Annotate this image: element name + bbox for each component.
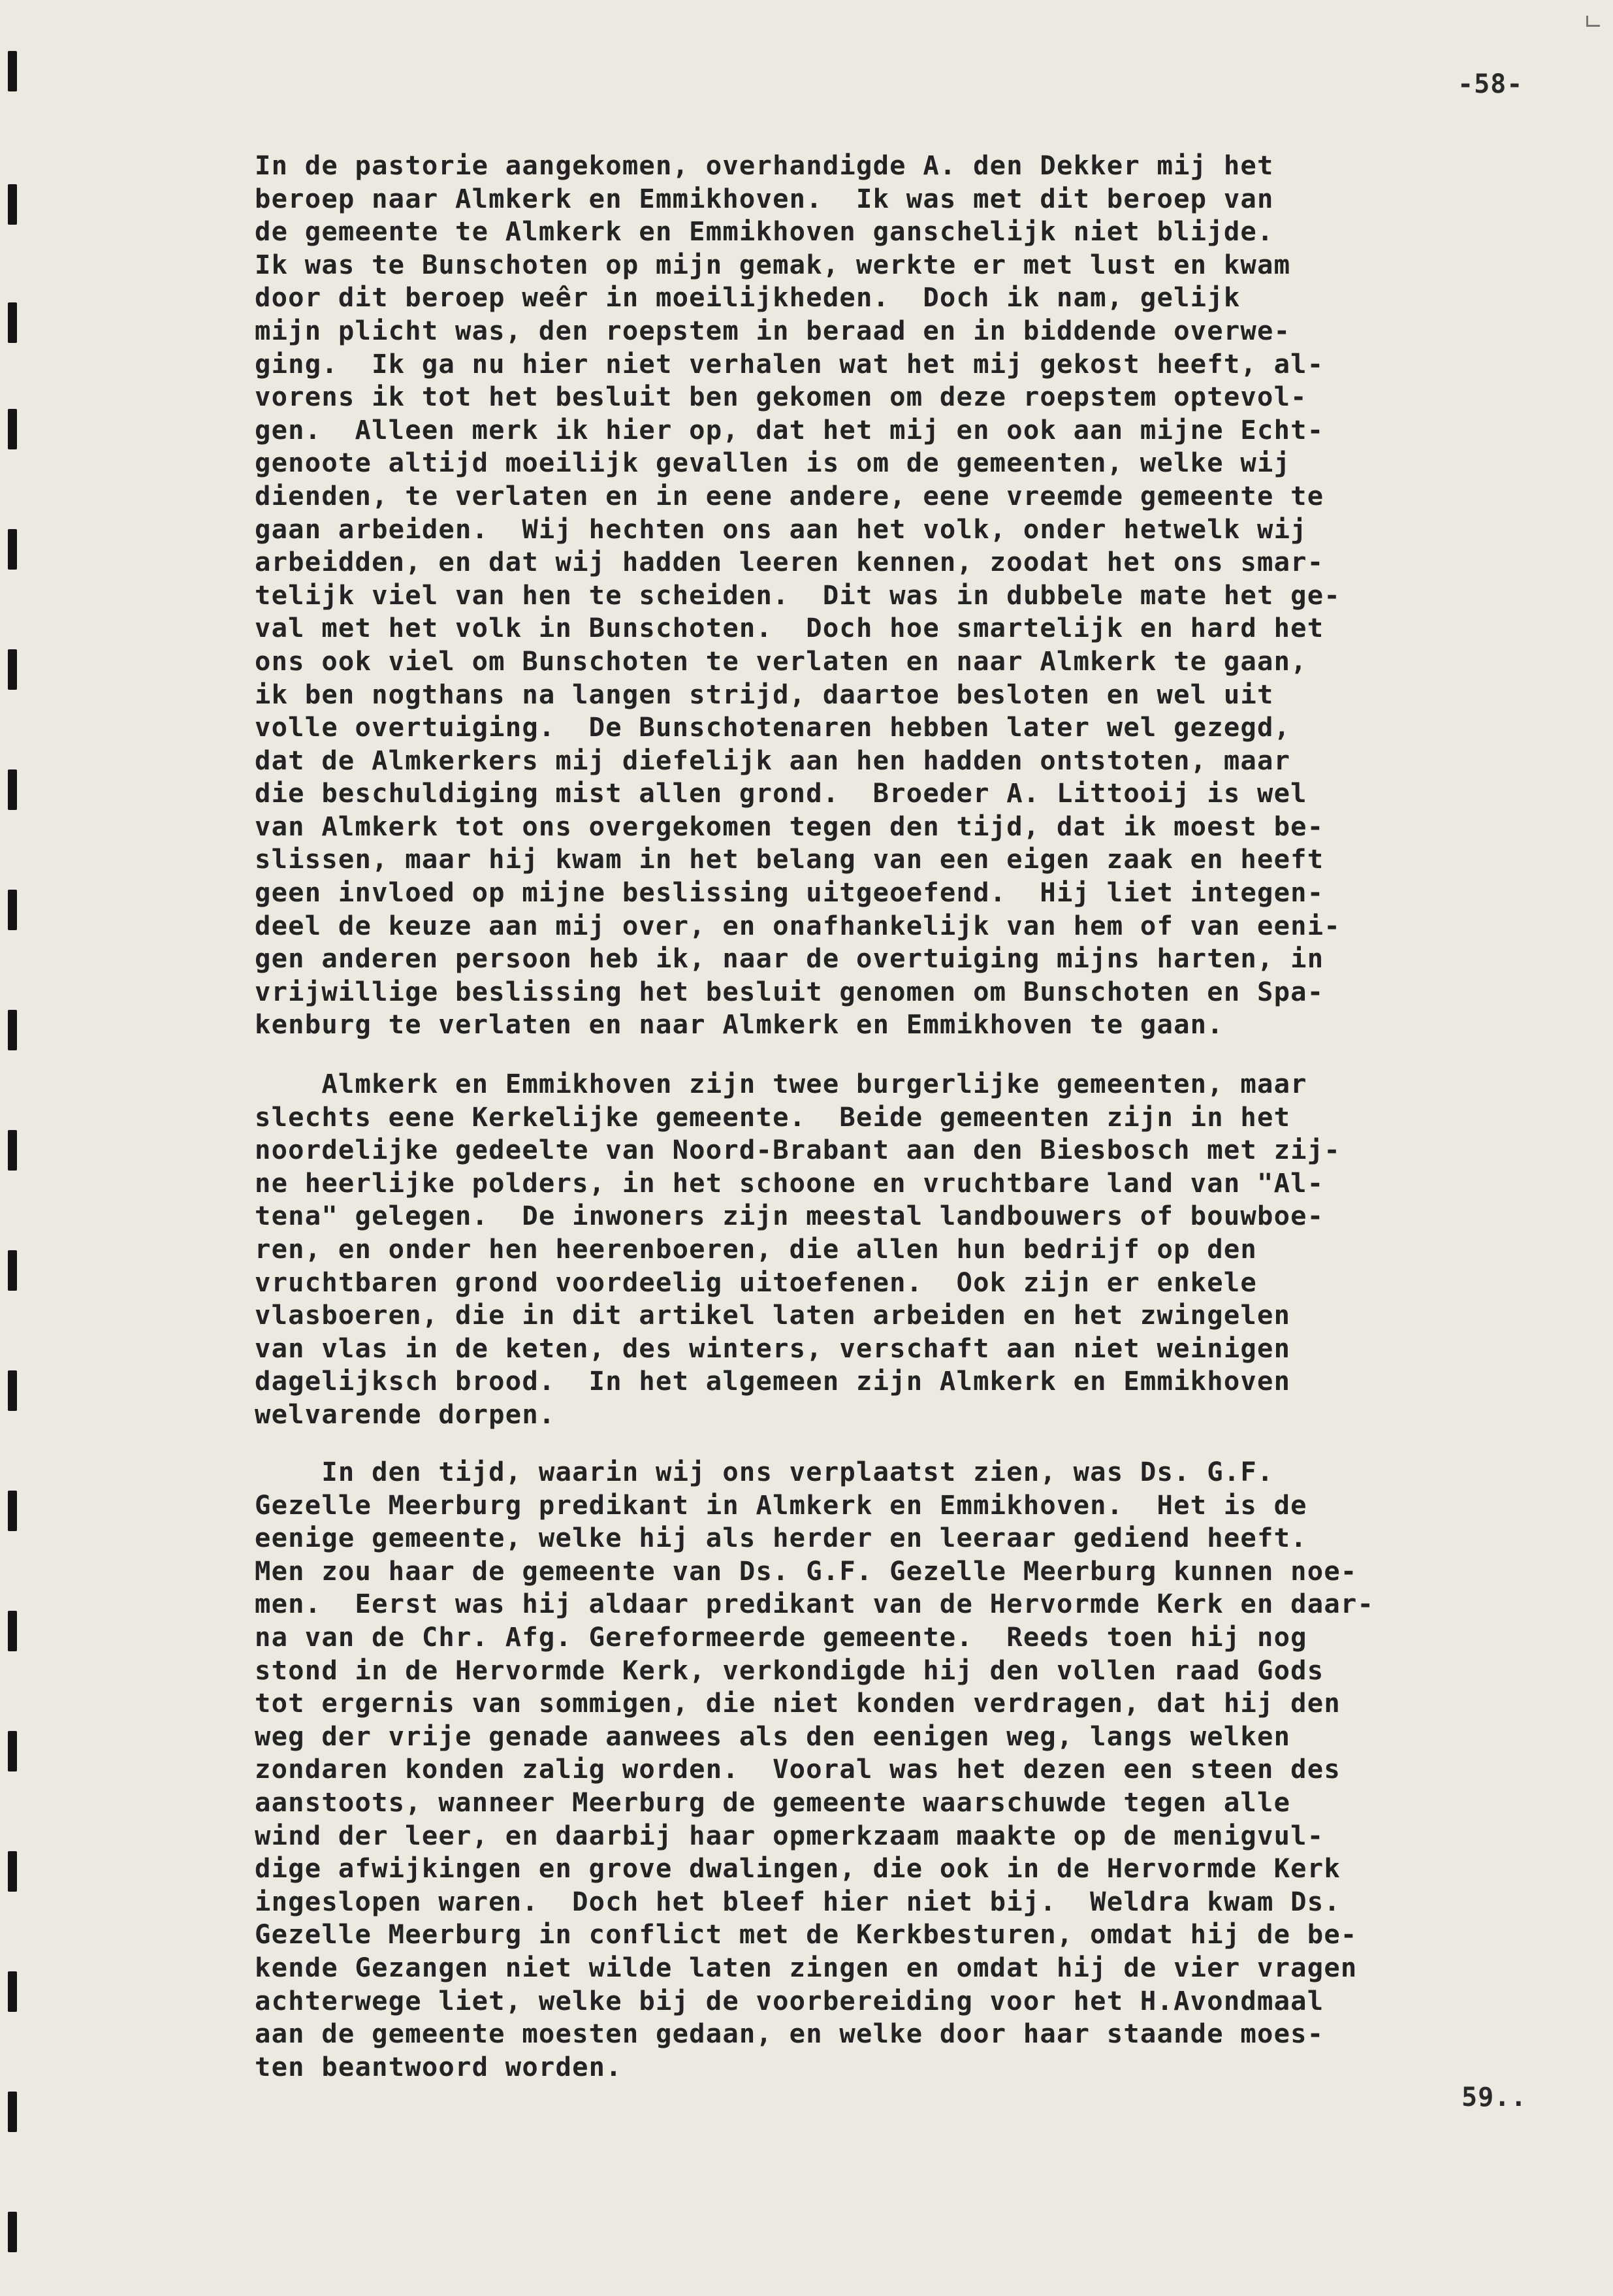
text-line: eenige gemeente, welke hij als herder en leeraar gediend heeft. xyxy=(255,1522,1307,1554)
text-line: ons ook viel om Bunschoten te verlaten en naar Almkerk te gaan, xyxy=(255,645,1307,677)
text-line: kende Gezangen niet wilde laten zingen en omdat hij de vier vragen xyxy=(255,1951,1358,1983)
binder-hole xyxy=(8,1250,17,1291)
text-line: kenburg te verlaten en naar Almkerk en Emmikhoven te gaan. xyxy=(255,1009,1224,1041)
text-line: gen. Alleen merk ik hier op, dat het mij en ook aan mijne Echt- xyxy=(255,413,1324,445)
text-line: deel de keuze aan mij over, en onafhankelijk van hem of van eeni- xyxy=(255,909,1341,941)
paragraph-1 xyxy=(255,149,1554,1041)
text-line: In de pastorie aangekomen, overhandigde A. den Dekker mij het xyxy=(255,150,1274,181)
text-line: zondaren konden zalig worden. Vooral was het dezen een steen des xyxy=(255,1753,1341,1785)
binder-hole xyxy=(8,1370,17,1411)
text-line: vrijwillige beslissing het besluit genomen om Bunschoten en Spa- xyxy=(255,975,1324,1007)
text-line: dat de Almkerkers mij diefelijk aan hen hadden ontstoten, maar xyxy=(255,744,1291,776)
text-line: dienden, te verlaten en in eene andere, eene vreemde gemeente te xyxy=(255,479,1324,511)
text-line: geen invloed op mijne beslissing uitgeoefend. Hij liet integen- xyxy=(255,877,1324,909)
text-line: val met het volk in Bunschoten. Doch hoe smartelijk en hard het xyxy=(255,612,1324,644)
binder-hole xyxy=(8,302,17,343)
binder-hole xyxy=(8,51,17,91)
text-line: tot ergernis van sommigen, die niet konden verdragen, dat hij den xyxy=(255,1687,1341,1719)
catchword: 59.. xyxy=(1461,2082,1527,2112)
text-line: aanstoots, wanneer Meerburg de gemeente waarschuwde tegen alle xyxy=(255,1786,1291,1818)
text-line: vorens ik tot het besluit ben gekomen om deze roepstem optevol- xyxy=(255,381,1307,413)
text-line: gaan arbeiden. Wij hechten ons aan het volk, onder hetwelk wij xyxy=(255,513,1307,545)
text-line: ingeslopen waren. Doch het bleef hier niet bij. Weldra kwam Ds. xyxy=(255,1885,1341,1917)
text-line: Gezelle Meerburg in conflict met de Kerkbesturen, omdat hij de be- xyxy=(255,1918,1358,1950)
text-line: ne heerlijke polders, in het schoone en vruchtbare land van "Al- xyxy=(255,1167,1324,1199)
text-line: weg der vrije genade aanwees als den eenigen weg, langs welken xyxy=(255,1720,1291,1752)
text-line: Men zou haar de gemeente van Ds. G.F. Gezelle Meerburg kunnen noe- xyxy=(255,1555,1358,1587)
text-line: beroep naar Almkerk en Emmikhoven. Ik was met dit beroep van xyxy=(255,182,1274,214)
text-line: Almkerk en Emmikhoven zijn twee burgerlijke gemeenten, maar xyxy=(255,1068,1307,1099)
binder-hole xyxy=(8,1731,17,1771)
binder-hole xyxy=(8,409,17,449)
text-line: dige afwijkingen en grove dwalingen, die ook in de Hervormde Kerk xyxy=(255,1852,1341,1884)
text-line: mijn plicht was, den roepstem in beraad en in biddende overwe- xyxy=(255,314,1291,346)
text-line: vruchtbaren grond voordeelig uitoefenen. Ook zijn er enkele xyxy=(255,1266,1257,1298)
text-line: In den tijd, waarin wij ons verplaatst zien, was Ds. G.F. xyxy=(255,1456,1274,1487)
text-line: Ik was te Bunschoten op mijn gemak, werkte er met lust en kwam xyxy=(255,248,1291,280)
binder-hole xyxy=(8,1971,17,2012)
binder-hole xyxy=(8,1611,17,1651)
text-line: wind der leer, en daarbij haar opmerkzaam maakte op de menigvul- xyxy=(255,1819,1324,1851)
binder-hole xyxy=(8,184,17,225)
text-line: slechts eene Kerkelijke gemeente. Beide gemeenten zijn in het xyxy=(255,1101,1291,1133)
paragraph-2 xyxy=(255,1067,1554,1431)
binder-hole xyxy=(8,769,17,810)
text-line: welvarende dorpen. xyxy=(255,1398,556,1430)
text-line: volle overtuiging. De Bunschotenaren hebben later wel gezegd, xyxy=(255,711,1291,743)
text-line: ik ben nogthans na langen strijd, daartoe besloten en wel uit xyxy=(255,678,1274,710)
corner-mark xyxy=(1586,16,1600,27)
text-line: ten beantwoord worden. xyxy=(255,2050,622,2082)
binder-hole xyxy=(8,890,17,930)
binder-holes xyxy=(0,0,39,2296)
text-line: vlasboeren, die in dit artikel laten arbeiden en het zwingelen xyxy=(255,1299,1291,1331)
binder-hole xyxy=(8,1010,17,1050)
binder-hole xyxy=(8,1130,17,1171)
text-line: arbeidden, en dat wij hadden leeren kennen, zoodat het ons smar- xyxy=(255,546,1324,578)
text-line: ging. Ik ga nu hier niet verhalen wat het mij gekost heeft, al- xyxy=(255,348,1324,380)
text-line: stond in de Hervormde Kerk, verkondigde hij den vollen raad Gods xyxy=(255,1654,1324,1686)
text-line: genoote altijd moeilijk gevallen is om de gemeenten, welke wij xyxy=(255,447,1291,479)
binder-hole xyxy=(8,1491,17,1531)
text-line: gen anderen persoon heb ik, naar de overtuiging mijns harten, in xyxy=(255,943,1324,975)
binder-hole xyxy=(8,2212,17,2252)
page-number: -58- xyxy=(1458,69,1524,99)
text-line: noordelijke gedeelte van Noord-Brabant aan den Biesbosch met zij- xyxy=(255,1134,1341,1166)
binder-hole xyxy=(8,529,17,570)
paragraph-3 xyxy=(255,1455,1554,2083)
text-line: aan de gemeente moesten gedaan, en welke door haar staande moes- xyxy=(255,2018,1324,2050)
text-line: tena" gelegen. De inwoners zijn meestal landbouwers of bouwboe- xyxy=(255,1200,1324,1232)
text-line: die beschuldiging mist allen grond. Broeder A. Littooij is wel xyxy=(255,777,1307,809)
binder-hole xyxy=(8,2092,17,2132)
text-line: men. Eerst was hij aldaar predikant van de Hervormde Kerk en daar- xyxy=(255,1588,1375,1620)
text-line: door dit beroep weêr in moeilijkheden. Doch ik nam, gelijk xyxy=(255,282,1241,314)
text-line: van vlas in de keten, des winters, verschaft aan niet weinigen xyxy=(255,1332,1291,1364)
binder-hole xyxy=(8,1851,17,1892)
text-line: slissen, maar hij kwam in het belang van een eigen zaak en heeft xyxy=(255,843,1324,875)
text-line: van Almkerk tot ons overgekomen tegen den tijd, dat ik moest be- xyxy=(255,810,1324,842)
text-line: achterwege liet, welke bij de voorbereiding voor het H.Avondmaal xyxy=(255,1984,1324,2016)
text-line: Gezelle Meerburg predikant in Almkerk en Emmikhoven. Het is de xyxy=(255,1489,1307,1521)
text-line: dagelijksch brood. In het algemeen zijn Almkerk en Emmikhoven xyxy=(255,1365,1291,1397)
text-line: ren, en onder hen heerenboeren, die allen hun bedrijf op den xyxy=(255,1233,1257,1265)
text-line: na van de Chr. Afg. Gereformeerde gemeente. Reeds toen hij nog xyxy=(255,1621,1307,1653)
text-line: telijk viel van hen te scheiden. Dit was in dubbele mate het ge- xyxy=(255,579,1341,611)
text-line: de gemeente te Almkerk en Emmikhoven ganschelijk niet blijde. xyxy=(255,216,1274,248)
binder-hole xyxy=(8,649,17,690)
